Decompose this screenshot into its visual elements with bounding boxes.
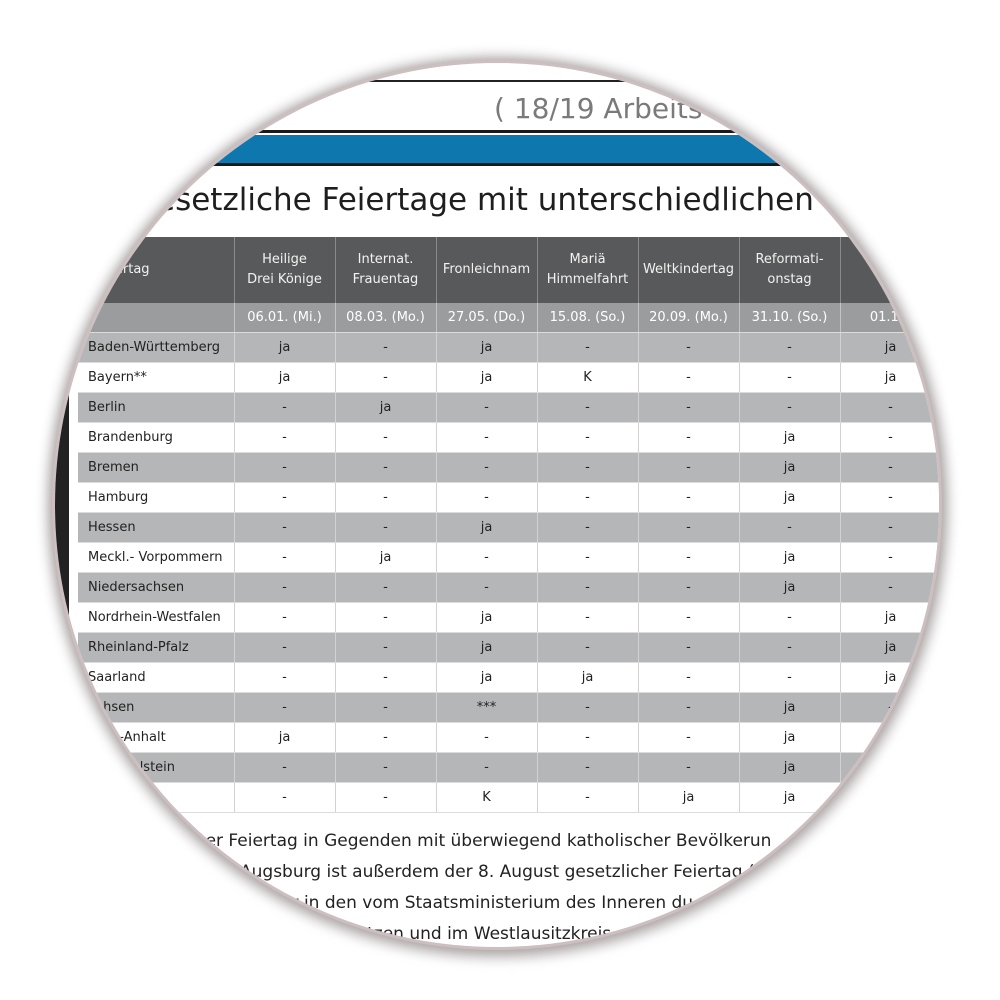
subtitle: ( 18/19 Arbeits [494,92,703,125]
column-header: Heilige Drei Könige [234,237,335,303]
holiday-cell: - [234,393,335,423]
footnote-line: Augsburg ist außerdem der 8. August gesetzlicher Feiertag (F [240,862,765,882]
footnote-line: licher Feiertag in Gegenden mit überwiegend katholischer Bevölkerun [176,831,772,851]
state-name-cell: Berlin [78,393,234,423]
holiday-cell: ja [436,513,537,543]
holiday-cell [840,783,939,813]
table-row [78,513,939,543]
holiday-cell: - [537,423,638,453]
footnote-line: nur in den vom Staatsministerium des Inneren du [270,893,694,913]
holiday-cell: - [335,783,436,813]
holiday-cell: - [638,723,739,753]
section-heading: esetzliche Feiertage mit unterschiedlichen R [156,182,846,218]
holiday-cell: - [638,693,739,723]
holiday-cell: ja [436,363,537,393]
table-row [78,333,939,363]
holiday-cell: ja [335,393,436,423]
holiday-cell: - [638,483,739,513]
holiday-cell: - [537,783,638,813]
holiday-cell [840,723,939,753]
table-row [78,483,939,513]
holiday-cell: - [335,693,436,723]
holiday-cell: ja [234,363,335,393]
holiday-cell: ja [840,333,939,363]
state-name-cell: Hamburg [78,483,234,513]
holiday-cell: - [436,723,537,753]
holiday-cell: - [537,603,638,633]
holiday-table [78,237,939,813]
date-cell: 31.10. (So.) [739,303,840,333]
table-row [78,363,939,393]
holiday-cell: - [234,543,335,573]
holiday-cell: - [537,393,638,423]
footnotes [160,826,771,947]
holiday-cell: ja [739,693,840,723]
holiday-cell: ja [739,783,840,813]
column-header: Alle [840,237,939,303]
date-cell: 20.09. (Mo.) [638,303,739,333]
table-row [78,693,939,723]
holiday-cell: - [537,453,638,483]
holiday-cell: - [436,423,537,453]
holiday-cell: - [335,513,436,543]
holiday-cell: ja [739,753,840,783]
column-header: Reformati- onstag [739,237,840,303]
holiday-cell: - [739,333,840,363]
holiday-cell: - [234,573,335,603]
table-row [78,423,939,453]
table-body [78,333,939,813]
holiday-cell: - [638,543,739,573]
holiday-cell: ja [638,783,739,813]
table-row [78,783,939,813]
state-name-cell: Niedersachsen [78,573,234,603]
holiday-cell: ja [739,483,840,513]
holiday-cell: ja [436,603,537,633]
holiday-cell: - [335,423,436,453]
table-row [78,393,939,423]
state-name-cell: Bremen [78,453,234,483]
holiday-cell: ja [840,663,939,693]
holiday-cell: - [638,393,739,423]
holiday-cell: - [537,483,638,513]
holiday-cell: - [537,543,638,573]
table-row [78,663,939,693]
holiday-cell: - [638,363,739,393]
state-name-cell: Bayern** [78,363,234,393]
holiday-cell: - [739,393,840,423]
holiday-cell: - [840,513,939,543]
holiday-cell: ja [739,453,840,483]
banner-top-rule [160,130,860,133]
holiday-cell: - [638,573,739,603]
holiday-cell: *** [436,693,537,723]
holiday-cell: - [638,753,739,783]
holiday-cell: - [739,663,840,693]
holiday-cell: ja [537,663,638,693]
state-name-cell: Saarland [78,663,234,693]
holiday-cell: - [335,633,436,663]
header-rule [340,80,760,82]
holiday-cell: ja [739,573,840,603]
date-cell: 27.05. (Do.) [436,303,537,333]
column-header: ./Feiertag [78,237,234,303]
holiday-cell: - [335,753,436,783]
holiday-cell: - [537,513,638,543]
holiday-cell: - [335,333,436,363]
page-edge [55,360,69,690]
holiday-cell: - [840,393,939,423]
holiday-cell [840,753,939,783]
blue-banner [150,135,870,166]
state-name-cell: achsen [78,693,234,723]
holiday-cell: - [234,453,335,483]
holiday-cell: - [436,483,537,513]
holiday-cell: - [335,723,436,753]
holiday-cell: ja [739,423,840,453]
holiday-cell: - [436,393,537,423]
column-header: Internat. Frauentag [335,237,436,303]
holiday-cell: - [234,483,335,513]
holiday-cell: - [840,573,939,603]
holiday-cell: - [335,483,436,513]
holiday-cell: - [840,693,939,723]
date-cell: 15.08. (So.) [537,303,638,333]
state-name-cell: swig-Holstein [78,753,234,783]
holiday-cell: - [234,783,335,813]
holiday-cell: ja [840,363,939,393]
table-date-row [78,303,939,333]
holiday-cell: ja [436,663,537,693]
holiday-cell: K [537,363,638,393]
holiday-cell: - [335,363,436,393]
holiday-cell: ja [335,543,436,573]
holiday-cell: ja [840,633,939,663]
table-row [78,543,939,573]
holiday-cell: - [638,603,739,633]
table-row [78,453,939,483]
holiday-cell: - [638,663,739,693]
date-cell: 06.01. (Mi.) [234,303,335,333]
holiday-cell: - [234,693,335,723]
table-row [78,753,939,783]
holiday-cell: - [638,633,739,663]
table-row [78,633,939,663]
holiday-cell: - [234,423,335,453]
holiday-cell: - [436,573,537,603]
state-name-cell: Hessen [78,513,234,543]
document-page [55,63,939,947]
column-header: Fronleichnam [436,237,537,303]
holiday-cell: - [638,423,739,453]
holiday-cell: - [234,603,335,633]
date-cell [78,303,234,333]
date-cell: 01.11. [840,303,939,333]
holiday-cell: ja [234,333,335,363]
state-name-cell: n [78,783,234,813]
holiday-cell: ja [436,633,537,663]
holiday-cell: - [638,333,739,363]
column-header: Mariä Himmelfahrt [537,237,638,303]
holiday-cell: - [638,453,739,483]
holiday-cell: - [638,513,739,543]
holiday-cell: - [335,603,436,633]
holiday-cell: - [840,423,939,453]
state-name-cell: Nordrhein-Westfalen [78,603,234,633]
magnifier-lens [55,63,939,947]
holiday-cell: - [537,723,638,753]
table-row [78,723,939,753]
holiday-cell: - [234,753,335,783]
holiday-cell: - [436,543,537,573]
holiday-cell: - [234,513,335,543]
state-name-cell: Baden-Württemberg [78,333,234,363]
footnote-line: s Bautzen und im Westlausitzkreis ge [320,924,638,944]
state-name-cell: hsen-Anhalt [78,723,234,753]
holiday-cell: ja [436,333,537,363]
holiday-cell: - [840,453,939,483]
column-header: Weltkindertag [638,237,739,303]
holiday-cell: - [840,543,939,573]
state-name-cell: Meckl.- Vorpommern [78,543,234,573]
holiday-cell: ja [234,723,335,753]
holiday-cell: - [537,753,638,783]
holiday-cell: K [436,783,537,813]
holiday-cell: - [335,573,436,603]
holiday-cell: ja [739,723,840,753]
holiday-cell: - [436,753,537,783]
holiday-cell: - [335,663,436,693]
holiday-cell: - [537,693,638,723]
holiday-cell: - [739,633,840,663]
holiday-cell: - [537,573,638,603]
holiday-cell: - [739,363,840,393]
state-name-cell: Brandenburg [78,423,234,453]
table-row [78,603,939,633]
table-row [78,573,939,603]
holiday-cell: - [335,453,436,483]
holiday-cell: - [739,603,840,633]
holiday-cell: - [537,633,638,663]
table-header-row [78,237,939,303]
state-name-cell: Rheinland-Pfalz [78,633,234,663]
holiday-cell: - [234,663,335,693]
holiday-cell: - [739,513,840,543]
holiday-cell: - [537,333,638,363]
holiday-cell: ja [739,543,840,573]
holiday-cell: ja [840,603,939,633]
date-cell: 08.03. (Mo.) [335,303,436,333]
holiday-cell: - [840,483,939,513]
holiday-cell: - [436,453,537,483]
holiday-cell: - [234,633,335,663]
